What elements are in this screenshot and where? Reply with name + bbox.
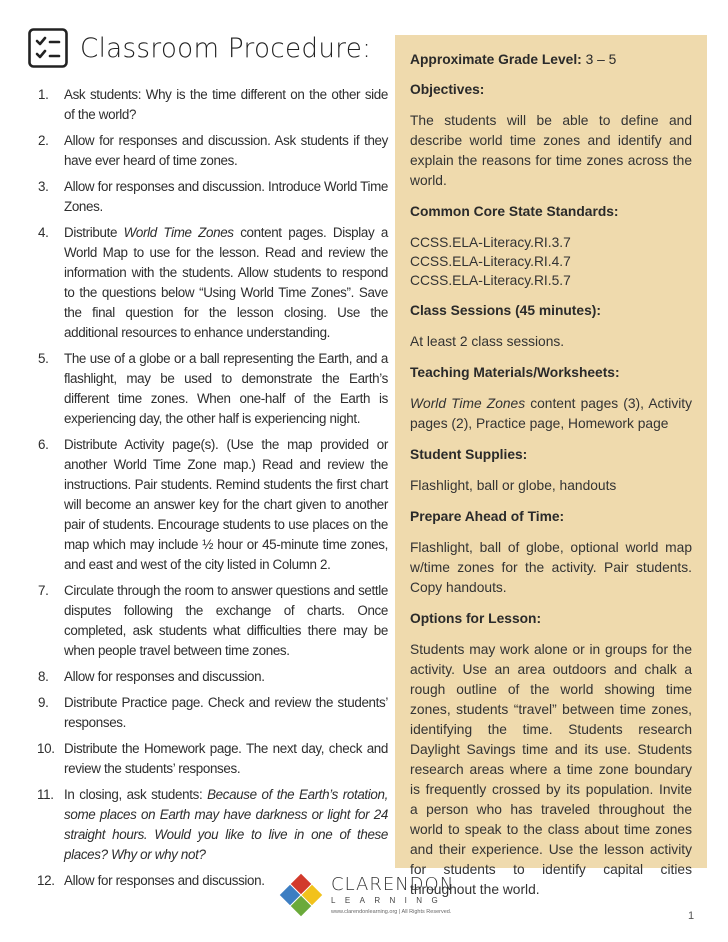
step-text-segment: The use of a globe or a ball representing the Earth, and a flashlight, may be used to demonstrate the Earth’s different time zones. When one-half of the Earth is experiencing day, the other half is experiencing night. [64,351,388,426]
step-text-segment: Allow for responses and discussion. Introduce World Time Zones. [64,179,389,214]
step-text-segment: Distribute [64,225,124,240]
puzzle-logo-icon [279,873,323,917]
student-supplies-heading: Student Supplies: [410,447,528,462]
brand-url: www.clarendonlearning.org | All Rights Reserved. [331,908,452,915]
clarendon-logo [279,873,454,917]
step-text [64,177,388,217]
procedure-step [38,667,388,687]
procedure-step [38,581,388,661]
objectives-heading: Objectives: [410,82,485,97]
step-text [64,785,388,865]
checklist-icon [28,28,68,68]
step-text [64,693,388,733]
step-text-segment: In closing, ask students: [64,787,208,802]
step-text-italic: Because of the Earth’s rotation, some places on Earth may have darkness or light for 24 straight hours. Would you like to live in one of these places? Why or why not? [64,787,388,862]
step-text-segment: Circulate through the room to answer questions and settle disputes following the exchange of charts. Once completed, ask students what difficulties there may be when people travel between time zones. [64,583,388,658]
options-heading: Options for Lesson: [410,611,542,626]
procedure-step [38,739,388,779]
step-text-segment: Allow for responses and discussion. [64,669,265,684]
procedure-step [38,693,388,733]
step-text-segment: content pages. Display a World Map to use for the lesson. Read and review the information with the students. Allow students to respond to the questions below “Using World Time Zones”. Save the final question for the lesson closing. Use the additional resources to enhance understanding. [64,225,388,340]
prepare-ahead-heading: Prepare Ahead of Time: [410,509,565,524]
step-number: 7. [38,583,49,598]
step-number: 6. [38,437,49,452]
standard-item: CCSS.ELA-Literacy.RI.3.7 [410,235,571,250]
procedure-step [38,177,388,217]
step-text [64,349,388,429]
step-text-italic: World Time Zones [123,225,234,240]
step-text-segment: Distribute the Homework page. The next day, check and review the students’ responses. [64,741,388,776]
grade-level-value: 3 – 5 [581,52,617,67]
step-text [64,223,388,343]
step-text [64,667,388,687]
step-number: 1. [38,87,49,102]
step-number: 11. [37,787,54,802]
brand-name: CLARENDON [331,873,455,895]
step-text-segment: Distribute Practice page. Check and review the students’ responses. [64,695,388,730]
options-text: Students may work alone or in groups for the activity. Use an area outdoors and chalk a rough outline of the world showing time zones, students “travel” between time zones, identifying the time. Students research Daylight Savings time and its use. Students research areas where a time zone boundary is frequently crossed by its population. Invite a person who has traveled throughout the world to speak to the class about time zones and their experience. Use the lesson activity for students to identify capital cities throughout the world. [410,642,692,897]
brand-subtitle: LEARNING [331,895,448,905]
objectives-text: The students will be able to define and describe world time zones and identify and explain the reasons for time zones across the world. [410,113,692,188]
class-sessions-text: At least 2 class sessions. [410,334,565,349]
prepare-ahead-text: Flashlight, ball of globe, optional world map w/time zones for the activity. Pair students. Copy handouts. [410,540,692,595]
step-number: 9. [38,695,49,710]
page-header [28,28,380,68]
step-number: 10. [37,741,55,756]
step-number: 2. [38,133,49,148]
step-text [64,131,388,171]
materials-list: content pages (3), Activity pages (2), Practice page, Homework page [410,396,693,431]
step-text [64,739,388,779]
materials-title: World Time Zones [410,396,526,411]
procedure-step [38,349,388,429]
step-text-segment: Allow for responses and discussion. [64,873,265,888]
grade-level-heading [410,51,692,69]
class-sessions-heading: Class Sessions (45 minutes): [410,303,601,318]
procedure-step [38,435,388,575]
standards-list [410,233,692,290]
grade-level-label: Approximate Grade Level: [410,52,582,67]
standard-item: CCSS.ELA-Literacy.RI.4.7 [410,254,571,269]
procedure-step [38,223,388,343]
step-text [64,435,388,575]
step-text [64,581,388,661]
step-number: 3. [38,179,49,194]
page-number: 1 [688,910,695,922]
procedure-step [38,85,388,125]
page-title: Classroom Procedure: [80,32,372,64]
step-number: 5. [38,351,49,366]
standard-item: CCSS.ELA-Literacy.RI.5.7 [410,273,571,288]
standards-heading: Common Core State Standards: [410,204,619,219]
procedure-step [38,785,388,865]
procedure-step [38,131,388,171]
step-number: 12. [37,873,55,888]
step-text [64,85,388,125]
step-text-segment: Ask students: Why is the time different on the other side of the world? [64,87,388,122]
step-number: 4. [38,225,49,240]
procedure-list [38,85,388,897]
step-text-segment: Allow for responses and discussion. Ask students if they have ever heard of time zones. [64,133,388,168]
lesson-info-panel [395,35,707,897]
student-supplies-text: Flashlight, ball or globe, handouts [410,478,617,493]
teaching-materials-heading: Teaching Materials/Worksheets: [410,365,620,380]
step-number: 8. [38,669,49,684]
step-text-segment: Distribute Activity page(s). (Use the map provided or another World Time Zone map.) Read and review the instructions. Pair students. Remind students the first chart will become an answer key for the chart given to another pair of students. Encourage students to use places on the map which may include ½ hour or 45-minute time zones, and east and west of the city listed in Column 2. [64,437,388,572]
teaching-materials-text [410,394,692,434]
